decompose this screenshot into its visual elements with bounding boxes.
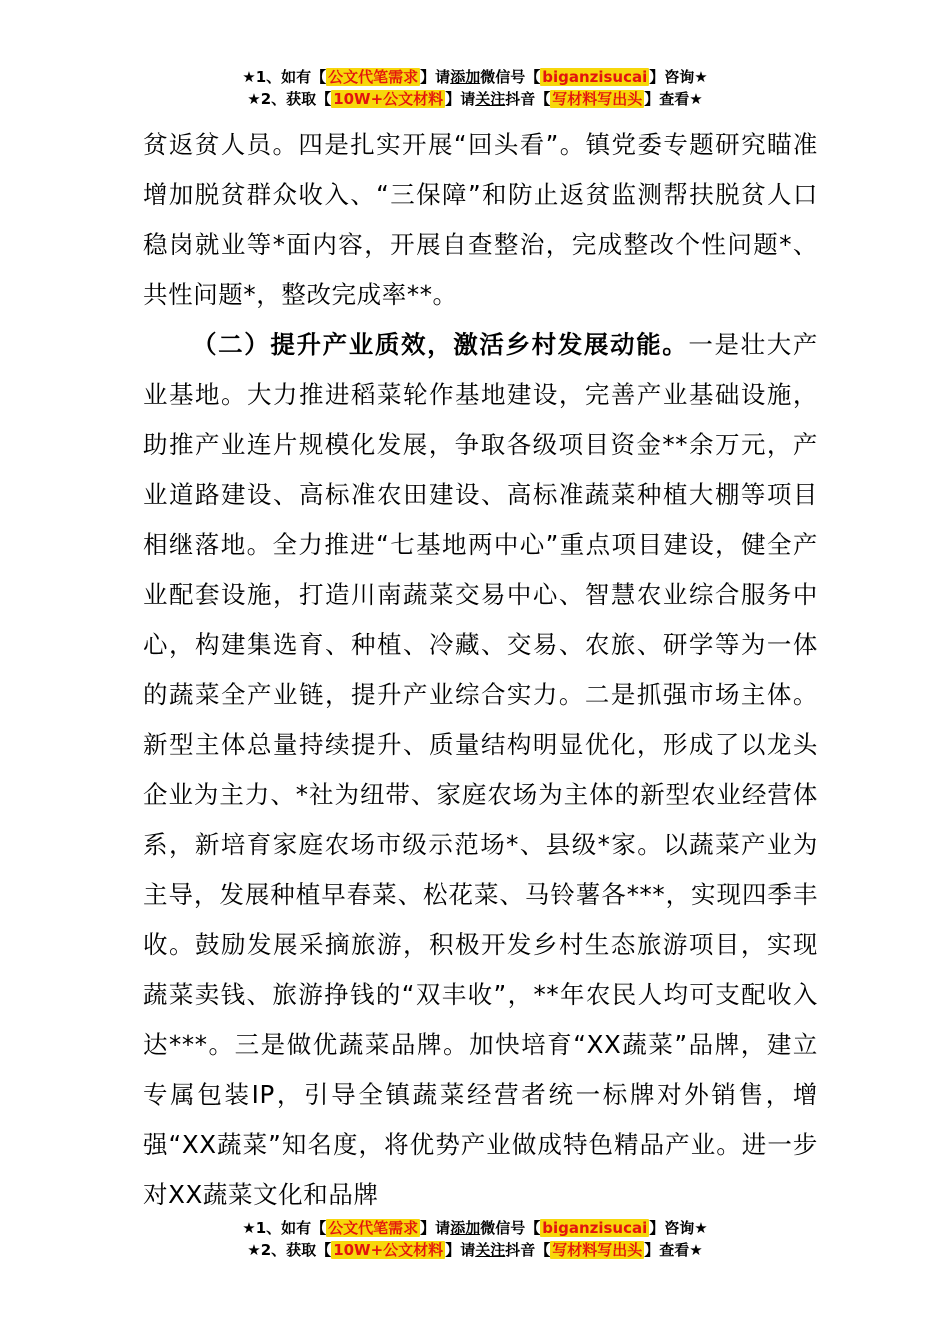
promo-highlight-douyin: 写材料写出头 <box>552 90 643 108</box>
promo-highlight-douyin: 写材料写出头 <box>552 1241 643 1259</box>
promo-highlight: 公文代笔需求 <box>328 68 419 86</box>
promo-text: 】查看★ <box>644 1241 703 1259</box>
promo-text: ★2、获取【 <box>247 1241 332 1259</box>
promo-underline: 添加 <box>450 1219 481 1237</box>
header-promo-banner <box>0 66 950 110</box>
promo-line-1 <box>0 1217 950 1239</box>
promo-text: 微信号【 <box>480 1219 541 1237</box>
promo-text: 】查看★ <box>644 90 703 108</box>
promo-text: 抖音【 <box>505 90 551 108</box>
paragraph-2 <box>143 320 818 1220</box>
promo-highlight-wechat: biganzisucai <box>542 68 648 86</box>
paragraph-1: 贫返贫人员。四是扎实开展“回头看”。镇党委专题研究瞄准增加脱贫群众收入、“三保障”和防止返贫监测帮扶脱贫人口稳岗就业等*面内容，开展自查整治，完成整改个性问题*、共性问题*，整改完成率**。 <box>143 130 818 309</box>
promo-line-2 <box>0 1239 950 1261</box>
footer-promo-banner <box>0 1217 950 1261</box>
promo-highlight: 10W+公文材料 <box>333 1241 444 1259</box>
promo-text: 微信号【 <box>480 68 541 86</box>
paragraph-2-text: 一是壮大产业基地。大力推进稻菜轮作基地建设，完善产业基础设施，助推产业连片规模化发展，争取各级项目资金**余万元，产业道路建设、高标准农田建设、高标准蔬菜种植大棚等项目相继落地。全力推进“七基地两中心”重点项目建设，健全产业配套设施，打造川南蔬菜交易中心、智慧农业综合服务中心，构建集选育、种植、冷藏、交易、农旅、研学等为一体的蔬菜全产业链，提升产业综合实力。二是抓强市场主体。新型主体总量持续提升、质量结构明显优化，形成了以龙头企业为主力、*社为纽带、家庭农场为主体的新型农业经营体系，新培育家庭农场市级示范场*、县级*家。以蔬菜产业为主导，发展种植早春菜、松花菜、马铃薯各***，实现四季丰收。鼓励发展采摘旅游，积极开发乡村生态旅游项目，实现蔬菜卖钱、旅游挣钱的“双丰收”，**年农民人均可支配收入达***。三是做优蔬菜品牌。加快培育“XX蔬菜”品牌，建立专属包装IP，引导全镇蔬菜经营者统一标牌对外销售，增强“XX蔬菜”知名度，将优势产业做成特色精品产业。进一步对XX蔬菜文化和品牌 <box>143 330 818 1209</box>
promo-text: ★2、获取【 <box>247 90 332 108</box>
promo-text: 】请 <box>420 68 451 86</box>
promo-highlight: 公文代笔需求 <box>328 1219 419 1237</box>
promo-text: ★1、如有【 <box>242 68 327 86</box>
promo-text: 】咨询★ <box>649 1219 708 1237</box>
promo-text: 】请 <box>445 90 476 108</box>
promo-text: 抖音【 <box>505 1241 551 1259</box>
section-heading: （二）提升产业质效，激活乡村发展动能。 <box>192 330 689 359</box>
promo-highlight-wechat: biganzisucai <box>542 1219 648 1237</box>
promo-line-2 <box>0 88 950 110</box>
promo-underline: 关注 <box>475 90 506 108</box>
promo-text: 】咨询★ <box>649 68 708 86</box>
promo-highlight: 10W+公文材料 <box>333 90 444 108</box>
promo-text: 】请 <box>445 1241 476 1259</box>
promo-text: 】请 <box>420 1219 451 1237</box>
promo-line-1 <box>0 66 950 88</box>
promo-text: ★1、如有【 <box>242 1219 327 1237</box>
promo-underline: 关注 <box>475 1241 506 1259</box>
promo-underline: 添加 <box>450 68 481 86</box>
document-body <box>143 120 818 1220</box>
